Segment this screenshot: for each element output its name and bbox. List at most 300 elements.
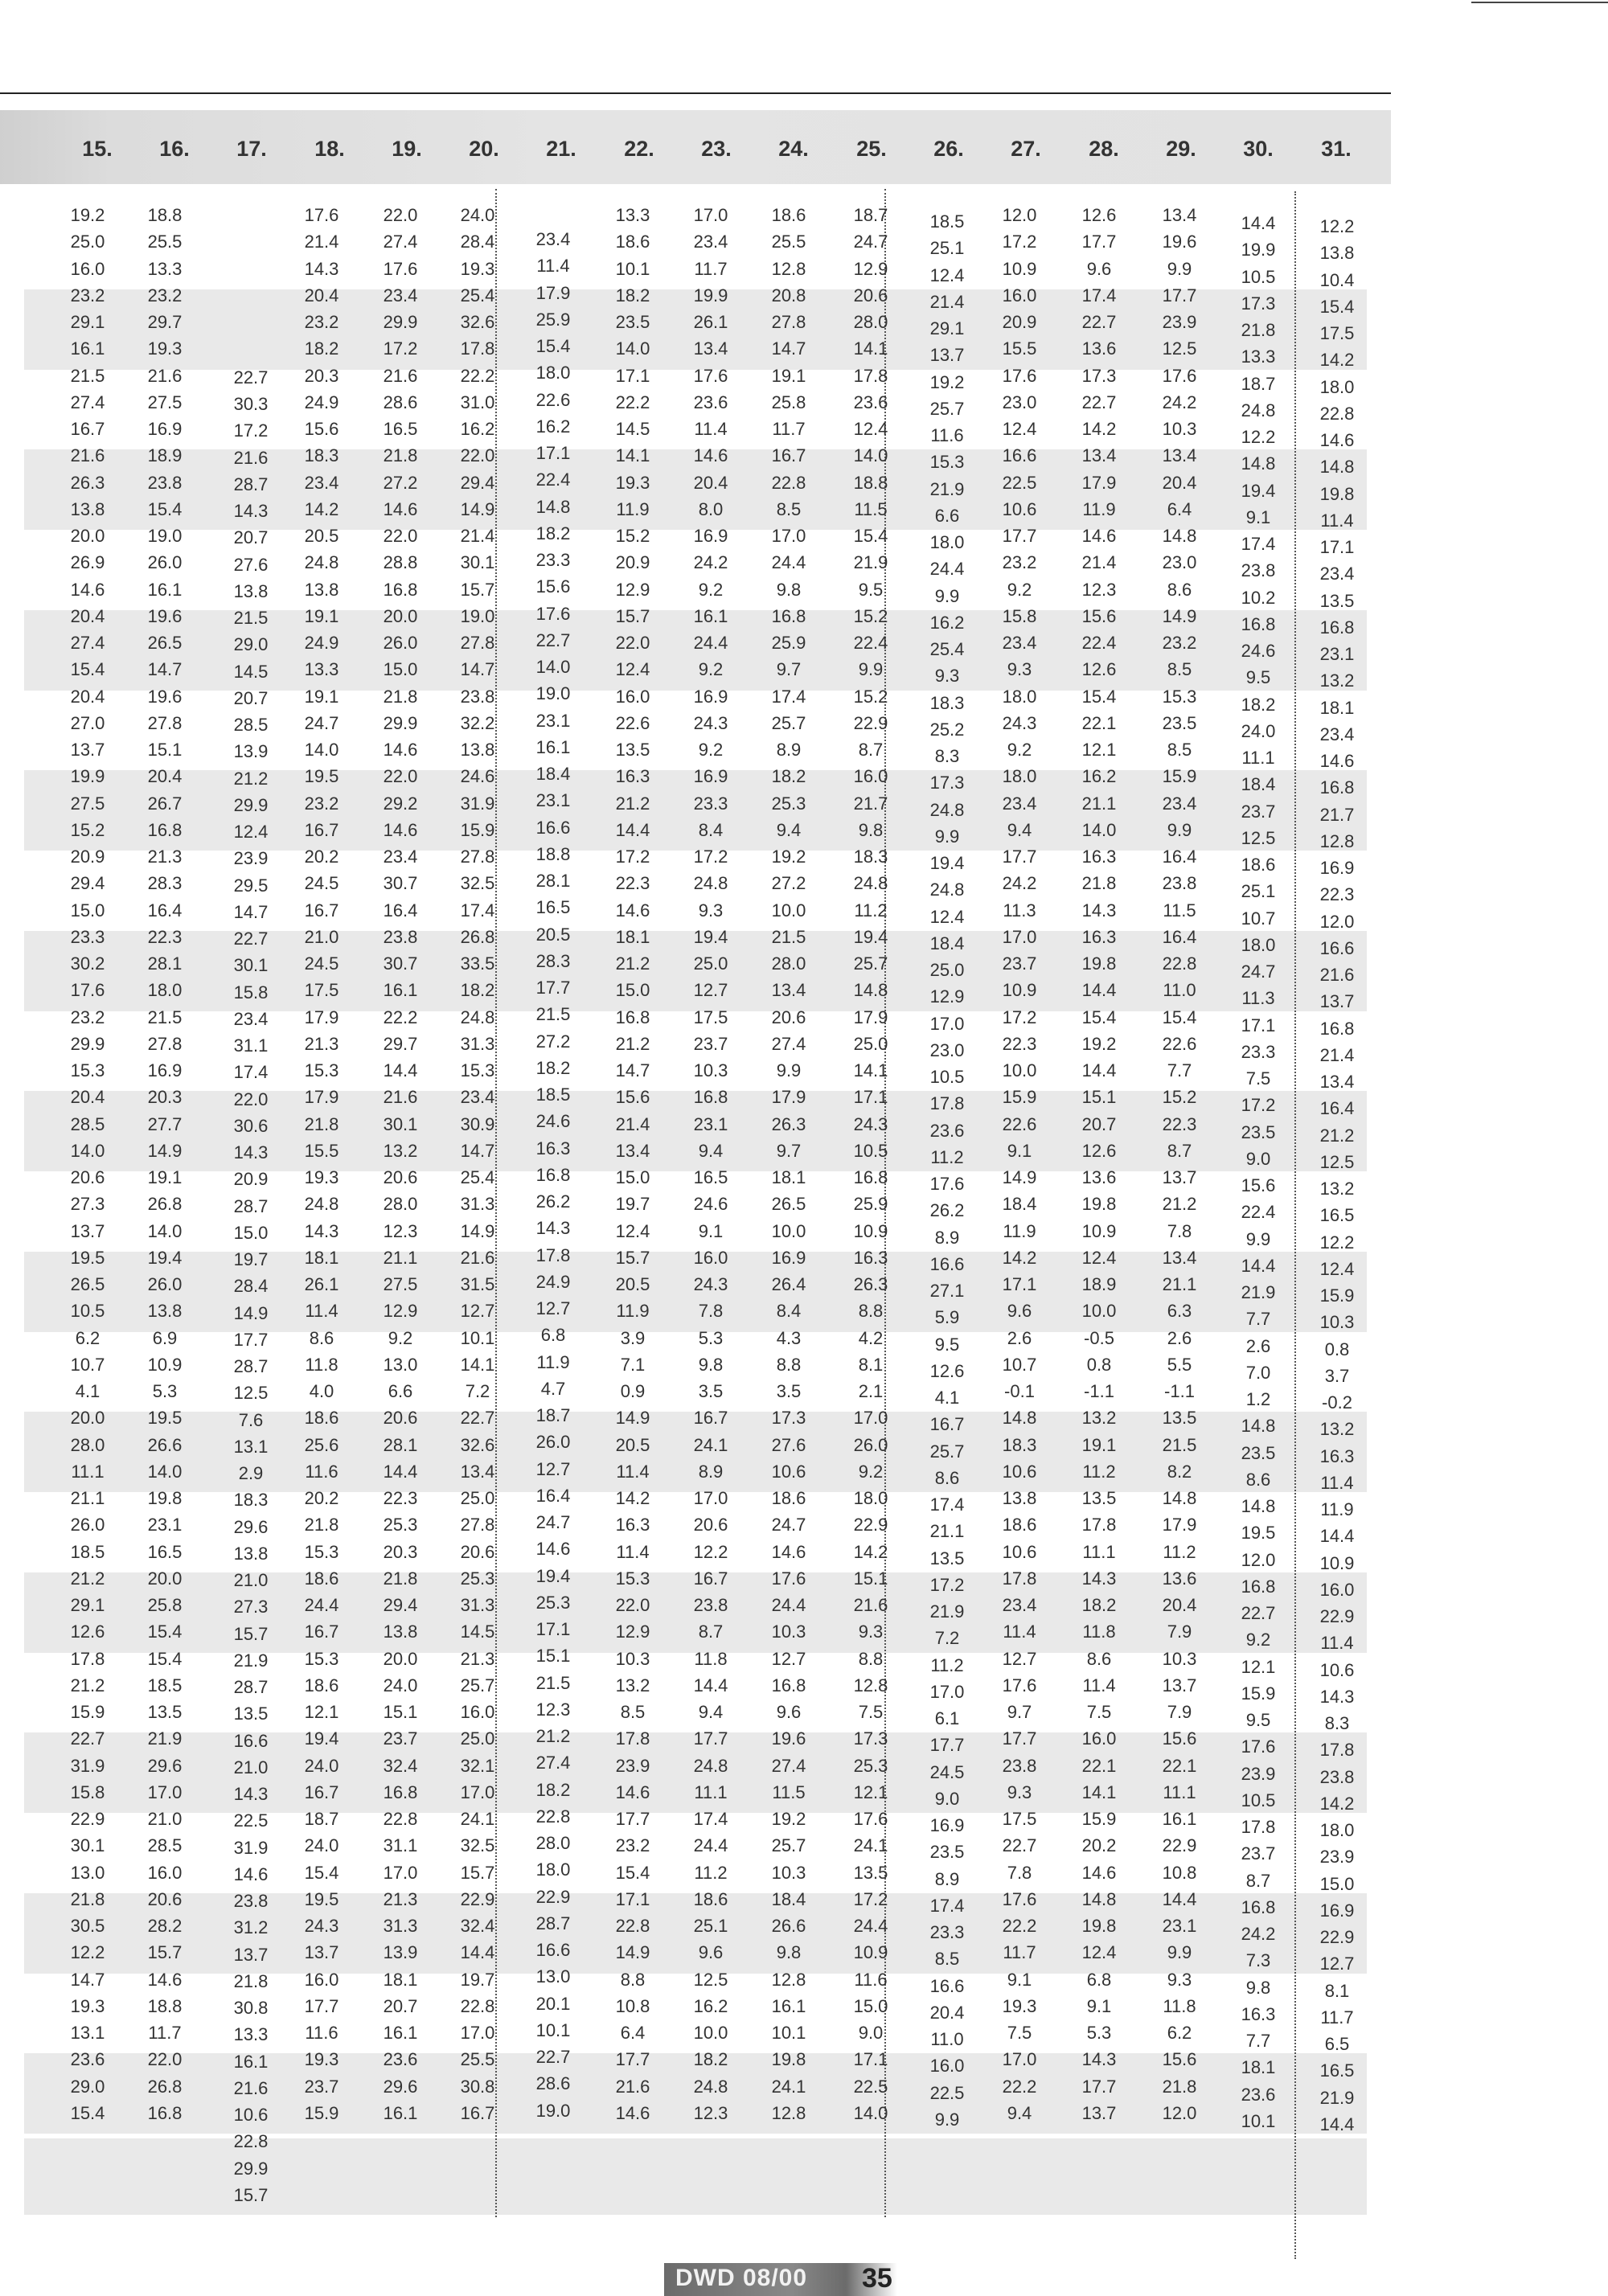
temperature-value: 16.6 <box>233 1731 269 1751</box>
temperature-value: 17.5 <box>304 980 339 1000</box>
temperature-value: 17.2 <box>929 1575 965 1595</box>
temperature-value: 18.8 <box>535 844 571 864</box>
day-header: 30. <box>1243 137 1274 161</box>
temperature-value: 16.7 <box>771 445 806 465</box>
temperature-value: 12.4 <box>929 265 965 285</box>
temperature-value: 27.6 <box>771 1435 806 1455</box>
day-header: 25. <box>856 137 887 161</box>
temperature-value: 28.6 <box>535 2073 571 2093</box>
temperature-value: 9.2 <box>1007 740 1032 760</box>
temperature-value: 18.3 <box>929 693 965 713</box>
temperature-value: 17.6 <box>929 1174 965 1194</box>
temperature-value: 22.3 <box>1319 884 1355 904</box>
temperature-value: 22.4 <box>1081 633 1117 653</box>
temperature-value: 26.0 <box>147 552 183 572</box>
temperature-value: 13.2 <box>1319 670 1355 691</box>
temperature-value: 32.5 <box>460 873 495 893</box>
temperature-value: 26.7 <box>147 793 183 814</box>
temperature-value: 19.1 <box>304 606 339 626</box>
temperature-value: 15.9 <box>1081 1809 1117 1829</box>
temperature-value: 24.9 <box>304 633 339 653</box>
temperature-value: 19.2 <box>70 205 105 225</box>
temperature-value: 23.9 <box>1241 1764 1276 1784</box>
temperature-value: 9.7 <box>1007 1702 1032 1722</box>
temperature-value: 22.7 <box>233 929 269 949</box>
temperature-value: 19.4 <box>147 1248 183 1268</box>
temperature-value: 16.9 <box>147 419 183 439</box>
temperature-value: 27.4 <box>70 392 105 412</box>
temperature-value: 22.2 <box>460 366 495 386</box>
temperature-value: 18.2 <box>615 285 650 305</box>
temperature-value: 17.8 <box>1319 1740 1355 1760</box>
temperature-value: 14.5 <box>460 1622 495 1642</box>
temperature-value: 11.7 <box>772 419 806 439</box>
day-header: 28. <box>1089 137 1119 161</box>
temperature-value: 20.3 <box>147 1087 183 1107</box>
temperature-value: 21.8 <box>383 1568 418 1589</box>
temperature-value: 13.2 <box>615 1675 650 1695</box>
temperature-value: 27.3 <box>70 1194 105 1214</box>
temperature-value: 16.3 <box>615 766 650 786</box>
temperature-value: 13.5 <box>233 1704 269 1724</box>
temperature-value: 23.5 <box>1162 713 1197 733</box>
temperature-value: 18.5 <box>535 1084 571 1105</box>
temperature-value: 8.9 <box>698 1462 724 1482</box>
temperature-value: 16.9 <box>1319 1900 1355 1921</box>
temperature-value: 16.6 <box>1319 938 1355 958</box>
temperature-value: 13.2 <box>1319 1419 1355 1439</box>
temperature-value: 23.4 <box>1162 793 1197 814</box>
temperature-value: 13.4 <box>1162 205 1197 225</box>
temperature-value: 16.7 <box>693 1408 728 1428</box>
temperature-value: 30.1 <box>460 552 495 572</box>
temperature-value: 13.8 <box>233 1544 269 1564</box>
temperature-value: 19.1 <box>304 687 339 707</box>
temperature-value: 24.7 <box>304 713 339 733</box>
temperature-value: 6.2 <box>1167 2023 1192 2043</box>
temperature-value: 16.8 <box>383 1782 418 1802</box>
temperature-value: 11.1 <box>1163 1782 1196 1802</box>
temperature-value: 26.0 <box>535 1432 571 1452</box>
temperature-value: 3.5 <box>698 1381 724 1401</box>
temperature-value: 5.3 <box>152 1381 178 1401</box>
temperature-value: 26.3 <box>853 1274 888 1294</box>
temperature-value: 23.0 <box>929 1040 965 1060</box>
temperature-value: 17.5 <box>693 1007 728 1027</box>
temperature-value: 14.3 <box>1081 2049 1117 2069</box>
temperature-value: 21.8 <box>1162 2077 1197 2097</box>
temperature-value: 18.0 <box>853 1488 888 1508</box>
temperature-value: 8.9 <box>776 740 802 760</box>
temperature-value: 13.7 <box>929 345 965 365</box>
temperature-value: 29.6 <box>383 2077 418 2097</box>
temperature-value: 20.0 <box>70 526 105 546</box>
day-header: 17. <box>236 137 267 161</box>
temperature-value: 24.1 <box>460 1809 495 1829</box>
temperature-value: 20.1 <box>535 1994 571 2014</box>
temperature-value: 9.2 <box>388 1328 413 1348</box>
temperature-value: 19.3 <box>615 473 650 493</box>
temperature-value: 17.8 <box>1241 1817 1276 1837</box>
temperature-value: 4.7 <box>540 1379 566 1399</box>
temperature-value: 16.7 <box>304 1622 339 1642</box>
temperature-value: 13.8 <box>1319 243 1355 263</box>
temperature-value: 24.0 <box>304 1756 339 1776</box>
temperature-value: 8.6 <box>1167 580 1192 600</box>
temperature-value: 23.7 <box>304 2077 339 2097</box>
temperature-value: 14.7 <box>147 659 183 679</box>
temperature-value: 11.4 <box>616 1542 650 1562</box>
temperature-value: 8.8 <box>858 1649 884 1669</box>
temperature-value: 21.9 <box>929 479 965 499</box>
temperature-value: 14.7 <box>771 338 806 359</box>
temperature-value: 24.4 <box>853 1916 888 1936</box>
temperature-value: 27.2 <box>535 1031 571 1052</box>
temperature-value: 24.4 <box>693 633 728 653</box>
temperature-value: 23.1 <box>693 1114 728 1134</box>
temperature-value: 19.9 <box>1241 240 1276 260</box>
temperature-value: 16.8 <box>1241 1897 1276 1917</box>
temperature-value: 16.0 <box>147 1863 183 1883</box>
temperature-value: 14.5 <box>615 419 650 439</box>
temperature-value: 19.3 <box>70 1996 105 2016</box>
temperature-value: 20.5 <box>615 1274 650 1294</box>
temperature-value: 14.6 <box>615 1782 650 1802</box>
temperature-value: 27.8 <box>147 1034 183 1054</box>
temperature-value: 17.0 <box>383 1863 418 1883</box>
temperature-value: 17.8 <box>535 1245 571 1265</box>
temperature-value: 7.7 <box>1167 1060 1192 1080</box>
temperature-value: 14.4 <box>383 1462 418 1482</box>
temperature-value: 22.3 <box>1162 1114 1197 1134</box>
temperature-value: 24.9 <box>304 392 339 412</box>
temperature-value: 3.9 <box>620 1328 646 1348</box>
temperature-value: 24.6 <box>460 766 495 786</box>
temperature-value: 19.8 <box>147 1488 183 1508</box>
temperature-value: 9.2 <box>698 659 724 679</box>
temperature-value: 7.5 <box>1086 1702 1112 1722</box>
temperature-value: 15.2 <box>853 687 888 707</box>
temperature-value: 12.6 <box>1081 659 1117 679</box>
temperature-value: 13.5 <box>615 740 650 760</box>
temperature-value: 15.0 <box>233 1223 269 1243</box>
temperature-value: 13.4 <box>615 1141 650 1161</box>
day-header: 23. <box>701 137 732 161</box>
temperature-value: 20.0 <box>147 1568 183 1589</box>
temperature-value: 17.9 <box>1081 473 1117 493</box>
temperature-value: 10.7 <box>1002 1355 1037 1375</box>
temperature-value: 23.6 <box>693 392 728 412</box>
temperature-value: 12.8 <box>771 259 806 279</box>
temperature-value: 13.4 <box>1162 1248 1197 1268</box>
temperature-value: 16.9 <box>693 526 728 546</box>
temperature-value: 19.8 <box>1081 953 1117 974</box>
temperature-value: 16.8 <box>535 1165 571 1185</box>
temperature-value: 20.9 <box>70 847 105 867</box>
temperature-value: 24.4 <box>929 559 965 579</box>
temperature-value: 16.7 <box>70 419 105 439</box>
temperature-value: 12.1 <box>304 1702 339 1722</box>
temperature-value: 19.2 <box>771 847 806 867</box>
temperature-value: 16.4 <box>147 900 183 920</box>
temperature-value: 24.4 <box>693 1835 728 1855</box>
temperature-value: 9.8 <box>858 820 884 840</box>
temperature-value: 6.6 <box>934 506 960 526</box>
temperature-value: 7.8 <box>698 1301 724 1321</box>
temperature-value: 16.0 <box>615 687 650 707</box>
temperature-value: 14.1 <box>615 445 650 465</box>
temperature-value: 12.4 <box>929 907 965 927</box>
temperature-value: 21.9 <box>1319 2088 1355 2108</box>
temperature-value: 24.4 <box>304 1595 339 1615</box>
temperature-value: 15.7 <box>460 1863 495 1883</box>
temperature-value: 13.1 <box>233 1437 269 1457</box>
temperature-value: 13.8 <box>1002 1488 1037 1508</box>
temperature-value: 13.8 <box>460 740 495 760</box>
temperature-value: 8.8 <box>858 1301 884 1321</box>
temperature-value: 13.5 <box>1081 1488 1117 1508</box>
temperature-value: 26.8 <box>147 2077 183 2097</box>
temperature-value: 13.7 <box>304 1942 339 1962</box>
temperature-value: 24.8 <box>304 1194 339 1214</box>
temperature-value: 17.8 <box>70 1649 105 1669</box>
temperature-value: 21.1 <box>70 1488 105 1508</box>
temperature-value: 20.6 <box>383 1167 418 1187</box>
temperature-value: 18.2 <box>535 1058 571 1078</box>
temperature-value: 9.2 <box>698 580 724 600</box>
temperature-value: 21.6 <box>233 2078 269 2098</box>
temperature-value: 25.7 <box>853 953 888 974</box>
temperature-value: 18.6 <box>693 1889 728 1909</box>
temperature-value: 11.4 <box>1320 510 1354 531</box>
temperature-value: 27.7 <box>147 1114 183 1134</box>
temperature-value: 22.3 <box>383 1488 418 1508</box>
temperature-value: 27.0 <box>70 713 105 733</box>
temperature-value: 23.8 <box>383 927 418 947</box>
temperature-value: 24.7 <box>771 1515 806 1535</box>
temperature-value: 17.6 <box>1002 1889 1037 1909</box>
temperature-value: 9.4 <box>776 820 802 840</box>
temperature-value: 25.1 <box>929 238 965 258</box>
temperature-value: 23.3 <box>70 927 105 947</box>
temperature-value: 14.4 <box>693 1675 728 1695</box>
temperature-value: 5.3 <box>698 1328 724 1348</box>
temperature-value: 9.0 <box>934 1789 960 1809</box>
temperature-value: 14.4 <box>1241 1256 1276 1276</box>
temperature-value: 21.2 <box>70 1568 105 1589</box>
temperature-value: 17.6 <box>771 1568 806 1589</box>
temperature-value: 21.8 <box>383 687 418 707</box>
temperature-value: 32.5 <box>460 1835 495 1855</box>
temperature-value: 11.9 <box>1320 1499 1354 1519</box>
temperature-value: 10.0 <box>771 1221 806 1241</box>
temperature-value: 16.7 <box>693 1568 728 1589</box>
temperature-value: 17.7 <box>535 978 571 998</box>
temperature-value: 12.7 <box>460 1301 495 1321</box>
temperature-value: 18.1 <box>1319 698 1355 718</box>
temperature-value: 31.1 <box>233 1035 269 1056</box>
temperature-value: 12.1 <box>1081 740 1117 760</box>
temperature-value: 14.8 <box>1241 1496 1276 1516</box>
temperature-value: 17.6 <box>535 604 571 624</box>
temperature-value: 27.4 <box>535 1753 571 1773</box>
temperature-value: 19.4 <box>1241 481 1276 501</box>
temperature-value: 18.0 <box>147 980 183 1000</box>
temperature-value: 27.8 <box>147 713 183 733</box>
temperature-value: 14.1 <box>853 1060 888 1080</box>
temperature-value: 13.4 <box>1081 445 1117 465</box>
temperature-value: 16.9 <box>929 1815 965 1835</box>
temperature-value: 17.0 <box>693 1488 728 1508</box>
temperature-value: 27.6 <box>233 555 269 575</box>
temperature-value: 14.4 <box>1081 1060 1117 1080</box>
temperature-value: 13.4 <box>460 1462 495 1482</box>
temperature-value: 11.2 <box>930 1147 964 1167</box>
temperature-value: 16.4 <box>1319 1098 1355 1118</box>
temperature-value: 31.5 <box>460 1274 495 1294</box>
temperature-value: 7.1 <box>620 1355 646 1375</box>
temperature-value: 25.3 <box>535 1593 571 1613</box>
temperature-value: 10.1 <box>460 1328 495 1348</box>
temperature-value: 9.1 <box>1007 1141 1032 1161</box>
temperature-value: 17.1 <box>853 1087 888 1107</box>
temperature-value: 20.0 <box>383 1649 418 1669</box>
temperature-value: 25.5 <box>460 2049 495 2069</box>
temperature-value: 23.2 <box>147 285 183 305</box>
temperature-value: 13.7 <box>70 740 105 760</box>
temperature-value: 29.6 <box>233 1517 269 1537</box>
temperature-value: 15.0 <box>70 900 105 920</box>
temperature-value: 21.7 <box>853 793 888 814</box>
temperature-value: 16.3 <box>615 1515 650 1535</box>
temperature-value: 25.3 <box>771 793 806 814</box>
temperature-value: 19.3 <box>147 338 183 359</box>
temperature-value: 22.6 <box>615 713 650 733</box>
temperature-value: 21.9 <box>1241 1282 1276 1302</box>
temperature-value: 23.0 <box>1162 552 1197 572</box>
temperature-value: 9.6 <box>776 1702 802 1722</box>
temperature-value: 19.2 <box>1081 1034 1117 1054</box>
temperature-value: 23.9 <box>1162 312 1197 332</box>
temperature-value: 14.4 <box>1319 1526 1355 1546</box>
temperature-value: 17.7 <box>1081 232 1117 252</box>
temperature-value: 16.8 <box>147 820 183 840</box>
temperature-value: 19.5 <box>304 766 339 786</box>
temperature-value: 23.8 <box>1162 873 1197 893</box>
temperature-value: 28.0 <box>771 953 806 974</box>
temperature-value: 31.3 <box>460 1194 495 1214</box>
temperature-value: 16.0 <box>460 1702 495 1722</box>
temperature-value: 21.6 <box>233 448 269 468</box>
temperature-value: 16.5 <box>383 419 418 439</box>
temperature-value: 5.3 <box>1086 2023 1112 2043</box>
temperature-value: 23.2 <box>304 312 339 332</box>
temperature-value: 12.9 <box>383 1301 418 1321</box>
temperature-value: 14.9 <box>615 1942 650 1962</box>
temperature-value: 21.4 <box>304 232 339 252</box>
temperature-value: 19.1 <box>1081 1435 1117 1455</box>
temperature-value: 28.0 <box>383 1194 418 1214</box>
temperature-value: 17.8 <box>853 366 888 386</box>
temperature-value: 16.1 <box>383 2023 418 2043</box>
temperature-value: 28.5 <box>147 1835 183 1855</box>
temperature-value: 25.5 <box>771 232 806 252</box>
temperature-value: 23.6 <box>70 2049 105 2069</box>
temperature-value: 28.3 <box>535 951 571 971</box>
temperature-value: 24.4 <box>771 552 806 572</box>
temperature-value: 30.8 <box>460 2077 495 2097</box>
temperature-value: 19.2 <box>771 1809 806 1829</box>
temperature-value: 25.7 <box>929 399 965 419</box>
temperature-value: 26.3 <box>771 1114 806 1134</box>
temperature-value: 20.4 <box>1162 473 1197 493</box>
temperature-value: 9.8 <box>776 1942 802 1962</box>
temperature-value: 26.0 <box>853 1435 888 1455</box>
temperature-value: 19.6 <box>771 1728 806 1749</box>
temperature-value: 12.6 <box>1081 205 1117 225</box>
temperature-value: 11.3 <box>1241 988 1275 1008</box>
temperature-value: 29.5 <box>233 875 269 896</box>
temperature-value: 19.8 <box>1081 1916 1117 1936</box>
temperature-value: 12.8 <box>771 2103 806 2123</box>
temperature-value: 8.5 <box>1167 740 1192 760</box>
temperature-value: 4.1 <box>934 1388 960 1408</box>
temperature-value: 16.0 <box>1319 1580 1355 1600</box>
temperature-value: 13.5 <box>1319 591 1355 611</box>
temperature-value: 19.5 <box>70 1248 105 1268</box>
temperature-value: 12.1 <box>853 1782 888 1802</box>
temperature-value: 11.0 <box>1163 980 1196 1000</box>
temperature-value: 9.2 <box>1245 1630 1271 1650</box>
temperature-value: 23.6 <box>929 1121 965 1141</box>
temperature-value: 9.9 <box>934 826 960 847</box>
temperature-value: 13.7 <box>1319 991 1355 1011</box>
temperature-value: 20.4 <box>147 766 183 786</box>
temperature-value: 14.3 <box>304 1221 339 1241</box>
temperature-value: 20.6 <box>70 1167 105 1187</box>
temperature-value: 17.1 <box>615 1889 650 1909</box>
temperature-value: 10.0 <box>693 2023 728 2043</box>
temperature-value: 16.0 <box>70 259 105 279</box>
temperature-value: 14.2 <box>304 499 339 519</box>
temperature-value: 9.5 <box>1245 1710 1271 1730</box>
temperature-value: 15.1 <box>853 1568 888 1589</box>
temperature-value: 6.8 <box>1086 1970 1112 1990</box>
temperature-value: 16.1 <box>1162 1809 1197 1829</box>
temperature-value: 18.7 <box>853 205 888 225</box>
temperature-value: 14.4 <box>1081 980 1117 1000</box>
temperature-value: 10.3 <box>771 1622 806 1642</box>
temperature-value: 10.1 <box>771 2023 806 2043</box>
temperature-value: 15.6 <box>1162 2049 1197 2069</box>
temperature-value: 16.5 <box>1319 1205 1355 1225</box>
temperature-value: 18.6 <box>615 232 650 252</box>
temperature-value: 9.2 <box>858 1462 884 1482</box>
temperature-value: 15.9 <box>304 2103 339 2123</box>
temperature-value: 19.8 <box>771 2049 806 2069</box>
temperature-value: 7.3 <box>1245 1950 1271 1970</box>
temperature-value: 21.6 <box>383 1087 418 1107</box>
temperature-value: 16.3 <box>1319 1446 1355 1466</box>
temperature-value: 13.0 <box>70 1863 105 1883</box>
temperature-value: 22.7 <box>535 2047 571 2067</box>
temperature-value: 16.3 <box>535 1138 571 1158</box>
temperature-value: 12.8 <box>853 1675 888 1695</box>
temperature-value: 16.8 <box>1319 1019 1355 1039</box>
temperature-value: 21.2 <box>1162 1194 1197 1214</box>
temperature-value: 18.4 <box>929 933 965 953</box>
temperature-value: 8.9 <box>934 1869 960 1889</box>
